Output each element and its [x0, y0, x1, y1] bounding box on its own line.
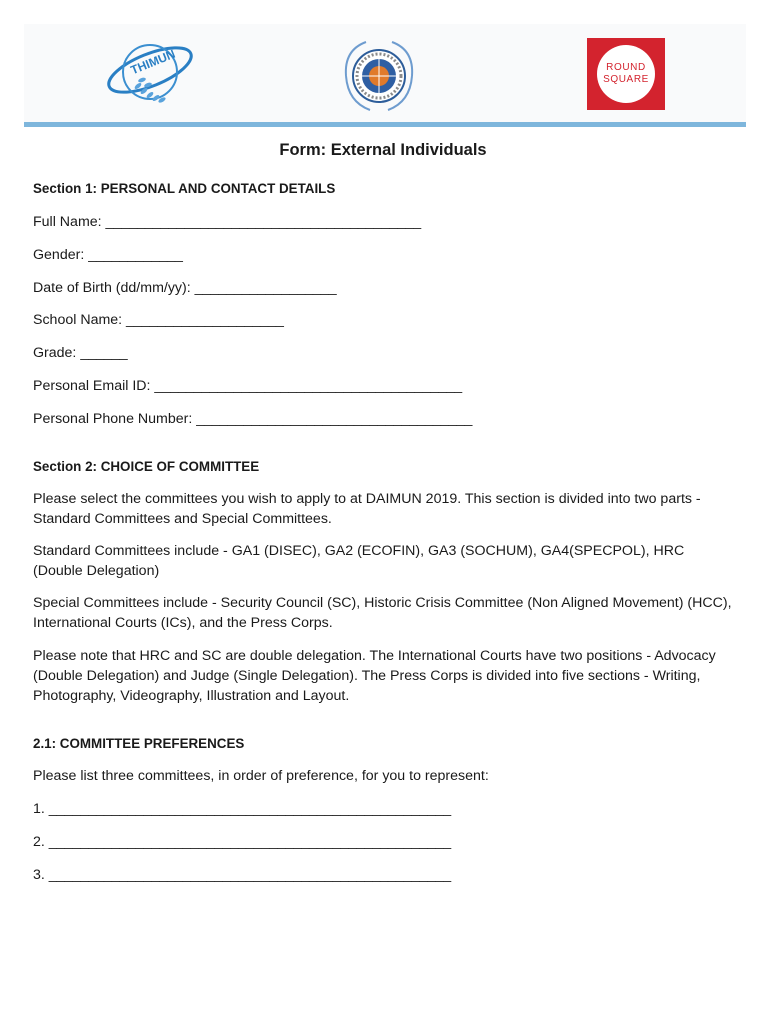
thimun-logo	[98, 34, 198, 114]
round-square-line1: ROUND	[606, 62, 646, 73]
gender-field: Gender: ____________	[33, 247, 183, 263]
preference-line-2: 2. ___________________________________________________	[33, 834, 452, 850]
thimun-logo-text: THIMUN	[128, 46, 178, 78]
section21-heading: 2.1: COMMITTEE PREFERENCES	[33, 736, 245, 751]
special-committees-text: Special Committees include - Security Council (SC), Historic Crisis Committee (Non Aligned Movement) (HCC), International Courts (ICs), and the Press Corps.	[33, 595, 732, 631]
standard-committees-text: Standard Committees include - GA1 (DISEC), GA2 (ECOFIN), GA3 (SOCHUM), GA4(SPECPOL), HRC (Double Delegation)	[33, 543, 685, 579]
header-rule	[24, 122, 746, 127]
round-square-logo	[587, 38, 665, 110]
preference-line-1: 1. ___________________________________________________	[33, 801, 452, 817]
preference-line-3: 3. ___________________________________________________	[33, 867, 452, 883]
double-delegation-note: Please note that HRC and SC are double delegation. The International Courts have two positions - Advocacy (Double Delegation) and Judge (Single Delegation). The Press Corps is divided into five sections - Writing, Photography, Videography, Illustration and Layout.	[33, 648, 716, 704]
un-emblem	[336, 36, 422, 116]
section1-heading: Section 1: PERSONAL AND CONTACT DETAILS	[33, 181, 336, 196]
page-title: Form: External Individuals	[279, 141, 487, 159]
dob-field: Date of Birth (dd/mm/yy): __________________	[33, 280, 337, 296]
section2-heading: Section 2: CHOICE OF COMMITTEE	[33, 459, 260, 474]
school-name-field: School Name: ____________________	[33, 312, 284, 328]
full-name-field: Full Name: ________________________________________	[33, 214, 422, 230]
phone-field: Personal Phone Number: ___________________________________	[33, 411, 473, 427]
preferences-instruction: Please list three committees, in order of preference, for you to represent:	[33, 768, 489, 784]
grade-field: Grade: ______	[33, 345, 128, 361]
section2-intro: Please select the committees you wish to apply to at DAIMUN 2019. This section is divided into two parts - Standard Committees and Special Committees.	[33, 491, 701, 527]
email-field: Personal Email ID: _______________________________________	[33, 378, 463, 394]
round-square-line2: SQUARE	[603, 74, 649, 85]
